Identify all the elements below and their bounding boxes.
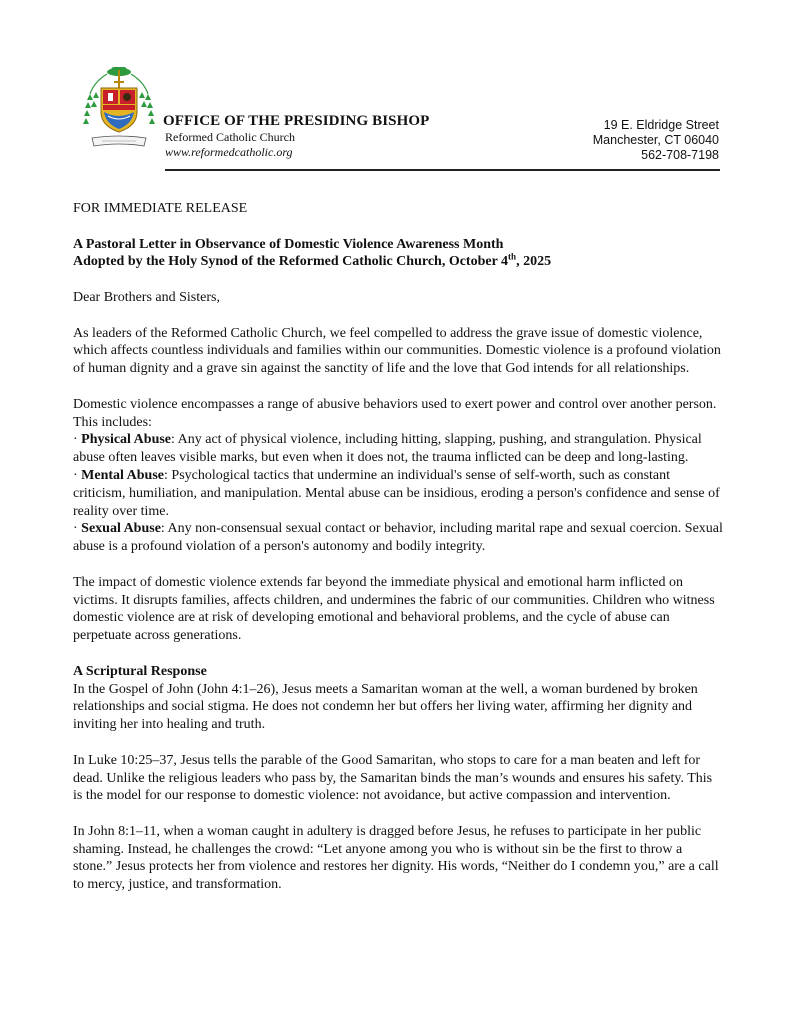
abuse-type-description: : Any act of physical violence, including hitting, slapping, pushing, and strangulation. Physical abuse often leaves visible marks, but even when it does not, the trauma inflicted can be deep and long-lasting.: [73, 432, 702, 466]
heading-line-2-text: Adopted by the Holy Synod of the Reformed Catholic Church, October 4: [73, 254, 509, 270]
abuse-type-description: : Psychological tactics that undermine an individual's sense of self-worth, such as constant criticism, humiliation, and manipulation. Mental abuse can be insidious, eroding a person's confidence and sense of reality over time.: [73, 467, 720, 519]
paragraph-intro: As leaders of the Reformed Catholic Church, we feel compelled to address the grave issue of domestic violence, which affects countless individuals and families within our communities. Domestic violence is a profound violation of human dignity and a grave sin against the sanctity of life and the love that God intends for all relationships.: [73, 325, 721, 377]
bullet: ·: [73, 467, 78, 483]
abuse-type-item: [73, 520, 723, 556]
abuse-type-name: Physical Abuse: [81, 432, 172, 448]
paragraph-samaritan-woman: In the Gospel of John (John 4:1–26), Jesus meets a Samaritan woman at the well, a woman burdened by broken relationships and social stigma. He does not condemn her but offers her living water, affirming her dignity and inviting her into healing and truth.: [73, 681, 698, 733]
office-address: [593, 118, 719, 163]
website-link[interactable]: www.reformedcatholic.org: [165, 145, 293, 159]
coat-of-arms-logo: [82, 64, 156, 152]
letter-heading: [73, 236, 723, 272]
salutation: Dear Brothers and Sisters,: [73, 289, 220, 305]
heading-superscript: th: [508, 251, 517, 262]
heading-year: , 2025: [516, 254, 552, 270]
address-street: 19 E. Eldridge Street: [603, 118, 719, 132]
release-label: FOR IMMEDIATE RELEASE: [73, 201, 248, 216]
spacer: [73, 556, 723, 574]
section-heading: A Scriptural Response: [73, 663, 207, 679]
abuse-type-name: Mental Abuse: [81, 467, 165, 483]
bullet: ·: [73, 432, 78, 448]
abuse-type-item: [73, 467, 723, 520]
heading-line-1: A Pastoral Letter in Observance of Domestic Violence Awareness Month: [73, 236, 504, 252]
letterhead-divider: [165, 169, 720, 171]
abuse-type-name: Sexual Abuse: [81, 521, 161, 537]
paragraph-adulteress: In John 8:1–11, when a woman caught in adultery is dragged before Jesus, he refuses to participate in her public shaming. Instead, he challenges the crowd: “Let anyone among you who is without sin be the first to throw a stone.” Jesus protects her from violence and restores her dignity. His words, “Neither do I condemn you,” are a call to mercy, justice, and transformation.: [73, 823, 719, 893]
bullet: ·: [73, 521, 78, 537]
address-phone: 562-708-7198: [641, 148, 719, 162]
abuse-type-description: : Any non-consensual sexual contact or behavior, including marital rape and sexual coercion. Sexual abuse is a profound violation of a person's autonomy and bodily integrity.: [73, 521, 723, 555]
church-name: Reformed Catholic Church: [165, 130, 295, 144]
paragraph-definition: Domestic violence encompasses a range of abusive behaviors used to exert power and control over another person. This includes:: [73, 396, 717, 430]
paragraph-good-samaritan: In Luke 10:25–37, Jesus tells the parable of the Good Samaritan, who stops to care for a man beaten and left for dead. Unlike the religious leaders who pass by, the Samaritan binds the man’s wounds and ensures his safety. This is the model for our response to domestic violence: not avoidance, but active compassion and intervention.: [73, 752, 713, 804]
office-title: OFFICE OF THE PRESIDING BISHOP: [163, 113, 430, 129]
abuse-type-list: [73, 431, 723, 556]
paragraph-impact: The impact of domestic violence extends far beyond the immediate physical and emotional harm inflicted on victims. It disrupts families, affects children, and undermines the fabric of our communities. Children who witness domestic violence are at risk of developing emotional and behavioral problems, and the cycle of abuse can perpetuate across generations.: [73, 574, 715, 644]
abuse-type-item: [73, 431, 723, 467]
address-city: Manchester, CT 06040: [592, 133, 719, 147]
letter-body: [73, 200, 723, 912]
heading-line-2: [73, 253, 723, 271]
